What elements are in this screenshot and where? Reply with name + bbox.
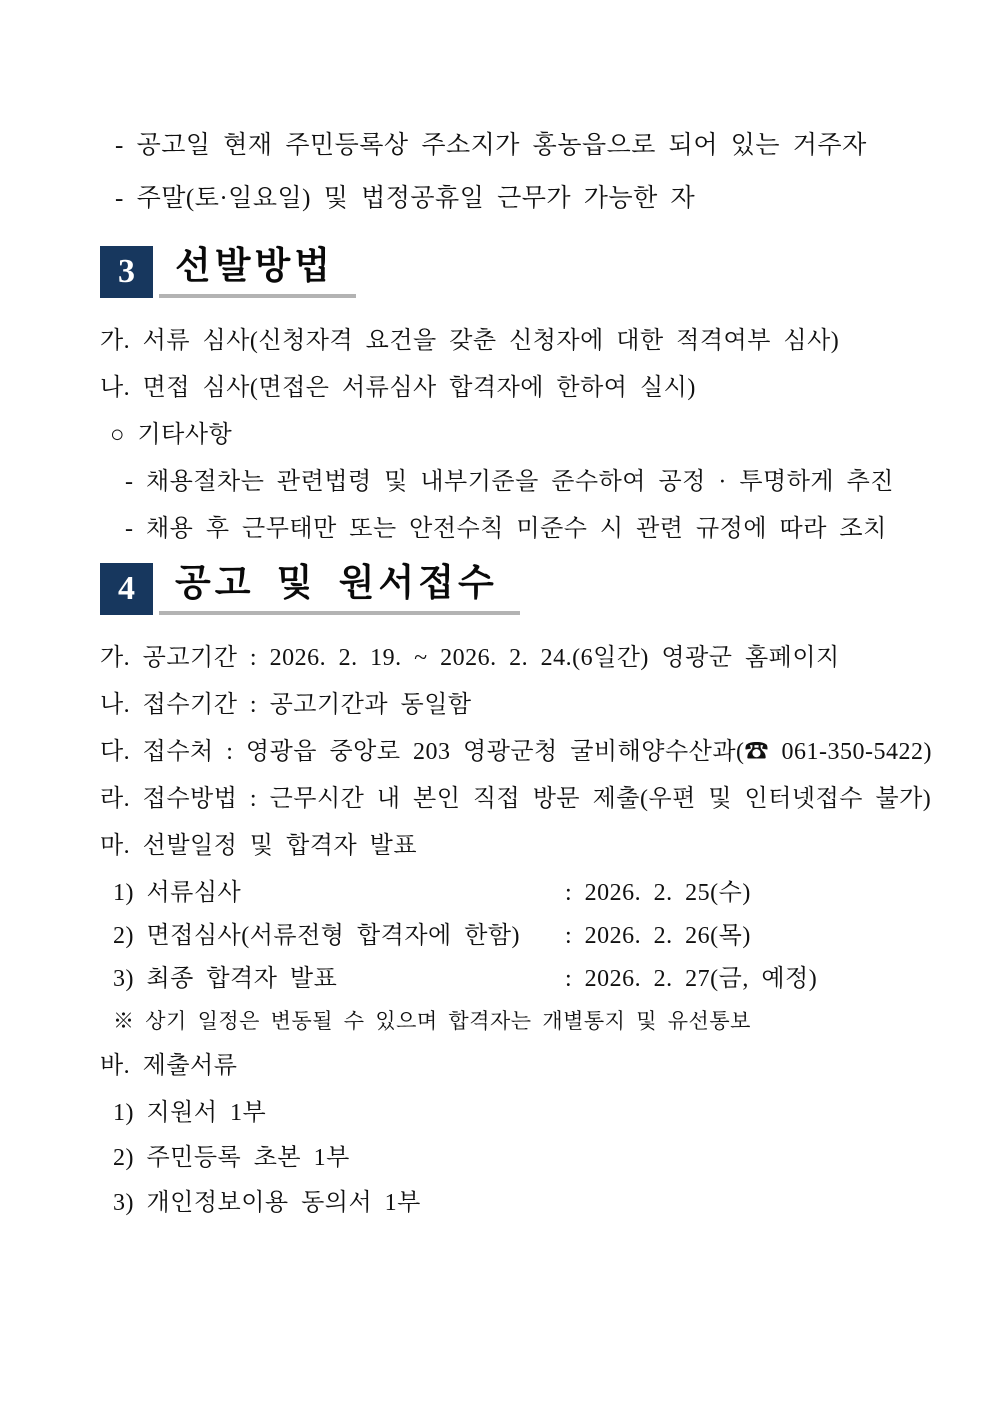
section3-title: 선발방법 xyxy=(159,244,356,298)
section4-header xyxy=(100,561,936,615)
schedule-date: : 2026. 2. 27(금, 예정) xyxy=(565,966,818,992)
section4-item-announcement-period: 가. 공고기간 : 2026. 2. 19. ~ 2026. 2. 24.(6일간) 영광군 홈페이지 xyxy=(100,645,840,671)
eligibility-note-weekend: - 주말(토·일요일) 및 법정공휴일 근무가 가능한 자 xyxy=(115,185,696,212)
section3-header xyxy=(100,244,936,298)
document-item-resident-registration: 2) 주민등록 초본 1부 xyxy=(113,1145,350,1171)
section3-etc-note-fairness: - 채용절차는 관련법령 및 내부기준을 준수하여 공정 · 투명하게 추진 xyxy=(125,469,894,495)
schedule-row-document-screening xyxy=(113,878,936,909)
schedule-label: 3) 최종 합격자 발표 xyxy=(113,966,338,992)
section4-item-application-method: 라. 접수방법 : 근무시간 내 본인 직접 방문 제출(우편 및 인터넷접수 불가) xyxy=(100,786,932,812)
section4-item-application-period: 나. 접수기간 : 공고기간과 동일함 xyxy=(100,692,472,718)
section3-etc-note-rules: - 채용 후 근무태만 또는 안전수칙 미준수 시 관련 규정에 따라 조치 xyxy=(125,516,887,542)
schedule-label: 1) 서류심사 xyxy=(113,880,242,906)
section4-item-schedule-heading: 마. 선발일정 및 합격자 발표 xyxy=(100,833,418,859)
schedule-row-interview xyxy=(113,921,936,952)
section3-item-document-screening: 가. 서류 심사(신청자격 요건을 갖춘 신청자에 대한 적격여부 심사) xyxy=(100,328,840,354)
section3-number-badge: 3 xyxy=(100,246,153,298)
section3-item-interview: 나. 면접 심사(면접은 서류심사 합격자에 한하여 실시) xyxy=(100,375,696,401)
schedule-change-note: ※ 상기 일정은 변동될 수 있으며 합격자는 개별통지 및 유선통보 xyxy=(113,1009,751,1033)
section4-item-documents-heading: 바. 제출서류 xyxy=(100,1053,238,1079)
schedule-date: : 2026. 2. 25(수) xyxy=(565,880,751,906)
section4-number-badge: 4 xyxy=(100,563,153,615)
schedule-date: : 2026. 2. 26(목) xyxy=(565,923,751,949)
eligibility-note-residence: - 공고일 현재 주민등록상 주소지가 홍농읍으로 되어 있는 거주자 xyxy=(115,132,867,159)
section3-item-etc-heading: ○ 기타사항 xyxy=(110,422,233,448)
schedule-row-final-announcement xyxy=(113,964,936,995)
section4-item-application-place: 다. 접수처 : 영광읍 중앙로 203 영광군청 굴비해양수산과(☎ 061-350-5422) xyxy=(100,739,932,765)
schedule-label: 2) 면접심사(서류전형 합격자에 한함) xyxy=(113,923,521,949)
document-item-application-form: 1) 지원서 1부 xyxy=(113,1100,267,1126)
document-item-privacy-consent: 3) 개인정보이용 동의서 1부 xyxy=(113,1190,421,1216)
section4-title: 공고 및 원서접수 xyxy=(159,561,520,615)
